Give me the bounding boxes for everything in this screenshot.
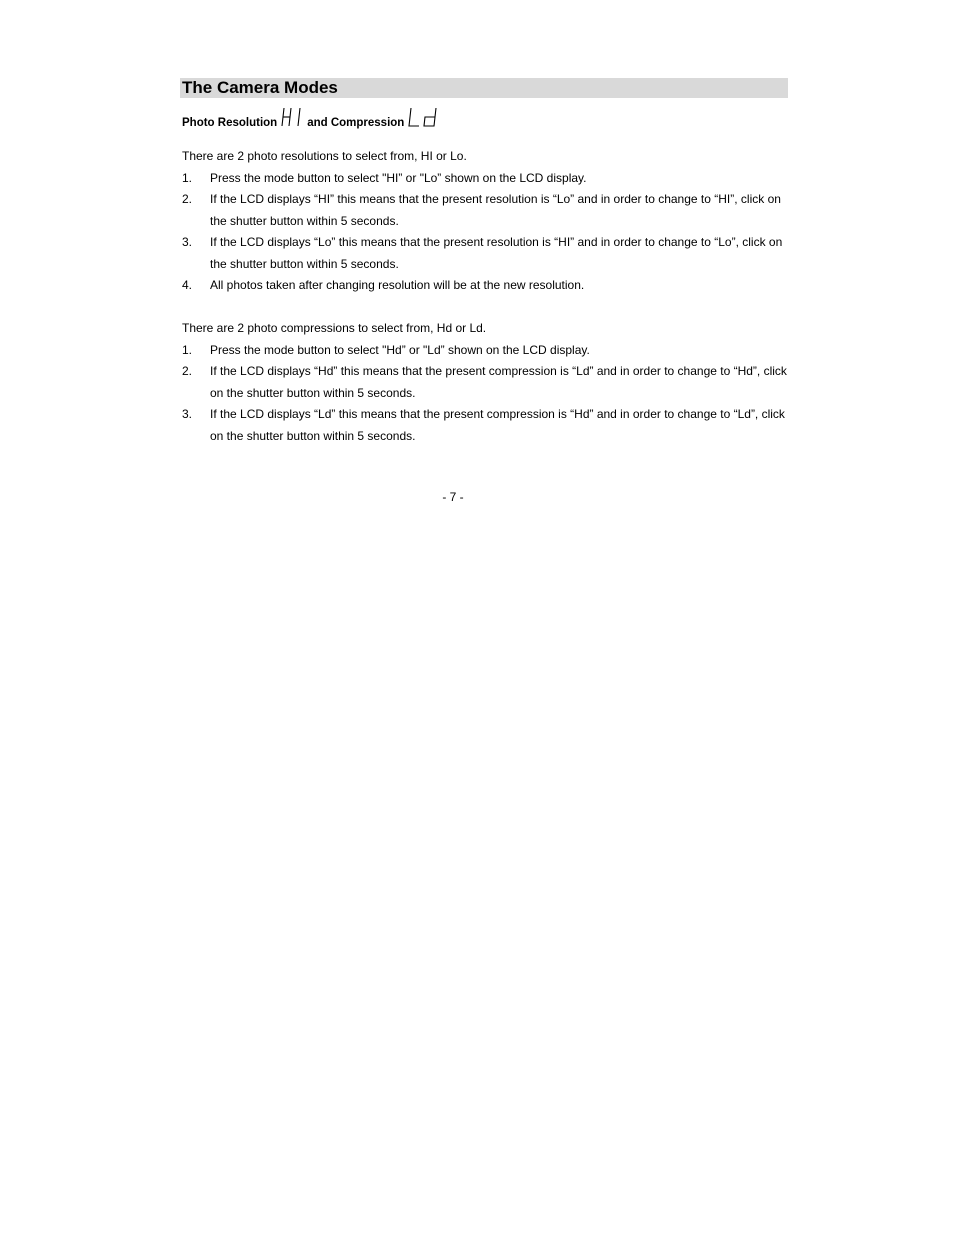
- list-item: 1. Press the mode button to select "HI” or "Lo” shown on the LCD display.: [182, 170, 587, 185]
- section-title: The Camera Modes: [180, 78, 788, 98]
- compression-steps: [180, 340, 788, 448]
- resolution-steps: [180, 168, 788, 297]
- lcd-hi-icon: [281, 106, 303, 128]
- lcd-ld-icon: [408, 106, 438, 128]
- page-number: - 7 -: [442, 490, 464, 504]
- subheading-resolution-label: Photo Resolution: [182, 117, 278, 129]
- compression-intro: There are 2 photo compressions to select from, Hd or Ld.: [182, 321, 487, 335]
- resolution-intro: There are 2 photo resolutions to select from, HI or Lo.: [182, 149, 467, 163]
- list-item: 4. All photos taken after changing resolution will be at the new resolution.: [182, 278, 585, 292]
- list-item: 2. If the LCD displays “Hd” this means that the present compression is “Ld” and in order to change to “Hd”, click on the shutter button within 5 seconds.: [182, 364, 787, 400]
- page-content: [180, 78, 788, 447]
- list-item: 3. If the LCD displays “Lo” this means that the present resolution is “HI” and in order to change to “Lo”, click on the shutter button within 5 seconds.: [182, 235, 783, 271]
- subheading-compression-label: and Compression: [307, 117, 405, 129]
- subheading: [180, 104, 788, 130]
- list-item: 3. If the LCD displays “Ld” this means that the present compression is “Hd” and in order to change to “Ld”, click on the shutter button within 5 seconds.: [182, 407, 785, 443]
- list-item: 2. If the LCD displays “HI” this means that the present resolution is “Lo” and in order to change to “HI”, click on the shutter button within 5 seconds.: [182, 192, 781, 228]
- list-item: 1. Press the mode button to select "Hd” or "Ld” shown on the LCD display.: [182, 342, 590, 357]
